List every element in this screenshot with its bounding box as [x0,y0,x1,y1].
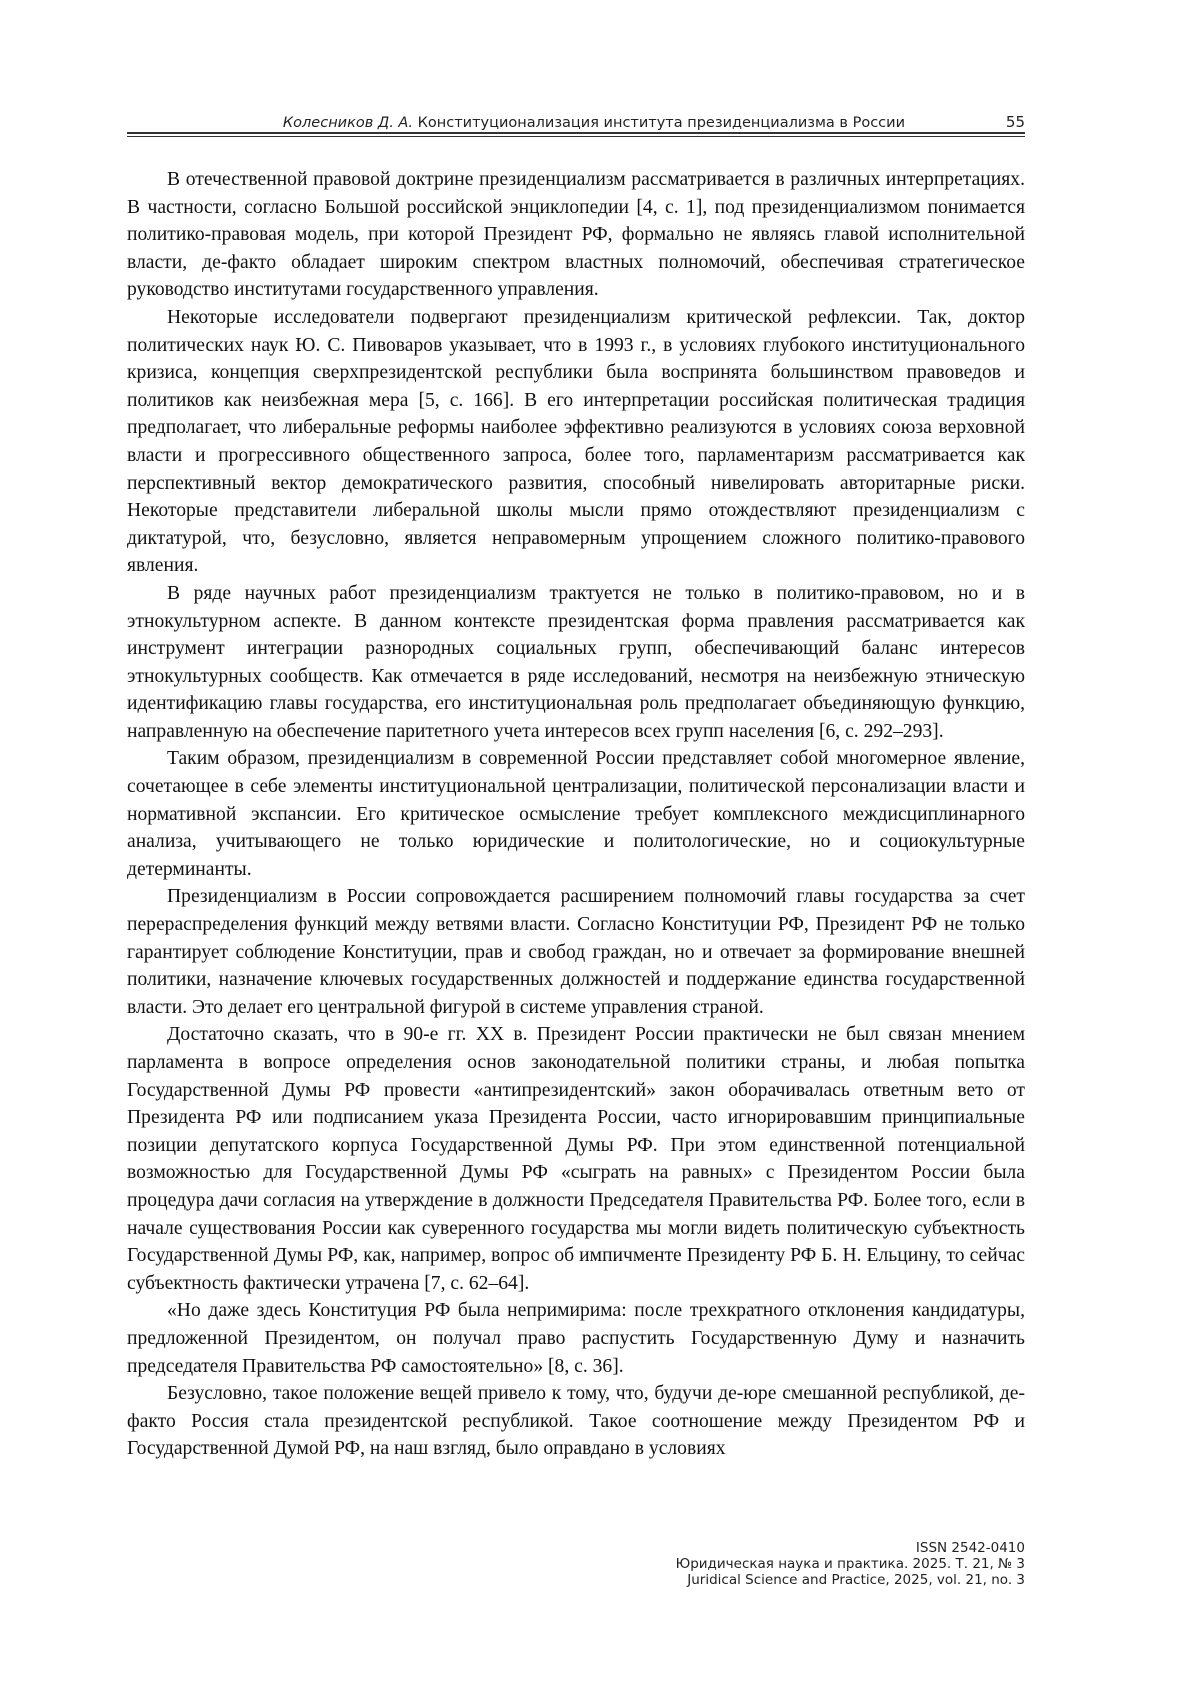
paragraph-2: Некоторые исследователи подвергают президенциализм критической рефлексии. Так, доктор политических наук Ю. С. Пивоваров указывает, что в 1993 г., в условиях глубокого институционального кризиса, концепция сверхпрезидентской республики была воспринята большинством правоведов и политиков как неизбежная мера [5, с. 166]. В его интерпретации российская политическая традиция предполагает, что либеральные реформы наиболее эффективно реализуются в условиях союза верховной власти и прогрессивного общественного запроса, более того, парламентаризм рассматривается как перспективный вектор демократического развития, способный нивелировать авторитарные риски. Некоторые представители либеральной школы мысли прямо отождествляют президенциализм с диктатурой, что, безусловно, является неправомерным упрощением сложного политико-правового явления. [127,306,1025,577]
paragraph-5: Президенциализм в России сопровождается расширением полномочий главы государства за счет перераспределения функций между ветвями власти. Согласно Конституции РФ, Президент РФ не только гарантирует соблюдение Конституции, прав и свобод граждан, но и отвечает за формирование внешней политики, назначение ключевых государственных должностей и поддержание единства государственной власти. Это делает его центральной фигурой в системе управления страной. [127,886,1025,1018]
paragraph-1: В отечественной правовой доктрине президенциализм рассматривается в различных интерпретациях. В частности, согласно Большой российской энциклопедии [4, с. 1], под президенциализмом понимается политико-правовая модель, при которой Президент РФ, формально не являясь главой исполнительной власти, де-факто обладает широким спектром властных полномочий, обеспечивая стратегическое руководство институтами государственного управления. [127,169,1025,301]
page-number: 55 [1005,113,1025,131]
paragraph-7-quote: «Но даже здесь Конституция РФ была непримирима: после трехкратного отклонения кандидатуры, предложенной Президентом, он получал право распустить Государственную Думу и назначить председателя Правительства РФ самостоятельно» [8, с. 36]. [127,1300,1025,1377]
header-rule-thick [127,132,1025,134]
running-head-author: Колесников Д. А. [282,115,413,131]
paragraph-6: Достаточно сказать, что в 90-е гг. XX в. Президент России практически не был связан мнением парламента в вопросе определения основ законодательной политики страны, и любая попытка Государственной Думы РФ провести «антипрезидентский» закон оборачивалась ответным вето от Президента РФ или подписанием указа Президента России, часто игнорировавшим принципиальные позиции депутатского корпуса Государственной Думы РФ. При этом единственной потенциальной возможностью для Государственной Думы РФ «сыграть на равных» с Президентом России была процедура дачи согласия на утверждение в должности Председателя Правительства РФ. Более того, если в начале существования России как суверенного государства мы могли видеть политическую субъектность Государственной Думы РФ, как, например, вопрос об импичменте Президенту РФ Б. Н. Ельцину, то сейчас субъектность фактически утрачена [7, с. 62–64]. [127,1024,1025,1294]
paragraph-4: Таким образом, президенциализм в современной России представляет собой многомерное явление, сочетающее в себе элементы институциональной централизации, политической персонализации власти и нормативной экспансии. Его критическое осмысление требует комплексного междисциплинарного анализа, учитывающего не только юридические и политологические, но и социокультурные детерминанты. [127,748,1025,880]
paragraph-3: В ряде научных работ президенциализм трактуется не только в политико-правовом, но и в этнокультурном аспекте. В данном контексте президентская форма правления рассматривается как инструмент интеграции разнородных социальных групп, обеспечивающий баланс интересов этнокультурных сообществ. Как отмечается в ряде исследований, несмотря на неизбежную этническую идентификацию главы государства, его институциональная роль предполагает объединяющую функцию, направленную на обеспечение паритетного учета интересов всех групп населения [6, с. 292–293]. [127,582,1025,742]
running-title [283,115,905,131]
article-body [127,166,1025,1463]
running-head-title: Конституционализация института президенциализма в России [417,115,905,131]
paragraph-8: Безусловно, такое положение вещей привело к тому, что, будучи де-юре смешанной республикой, де-факто Россия стала президентской республикой. Такое соотношение между Президентом РФ и Государственной Думой РФ, на наш взгляд, было оправдано в условиях [127,1383,1025,1460]
header-rule-thin [127,136,1025,137]
footer-journal-en: Juridical Science and Practice, 2025, vol. 21, no. 3 [687,1572,1025,1588]
journal-footer [676,1540,1025,1588]
footer-issn: ISSN 2542-0410 [915,1540,1025,1556]
footer-journal-ru: Юридическая наука и практика. 2025. Т. 21, № 3 [675,1556,1025,1572]
